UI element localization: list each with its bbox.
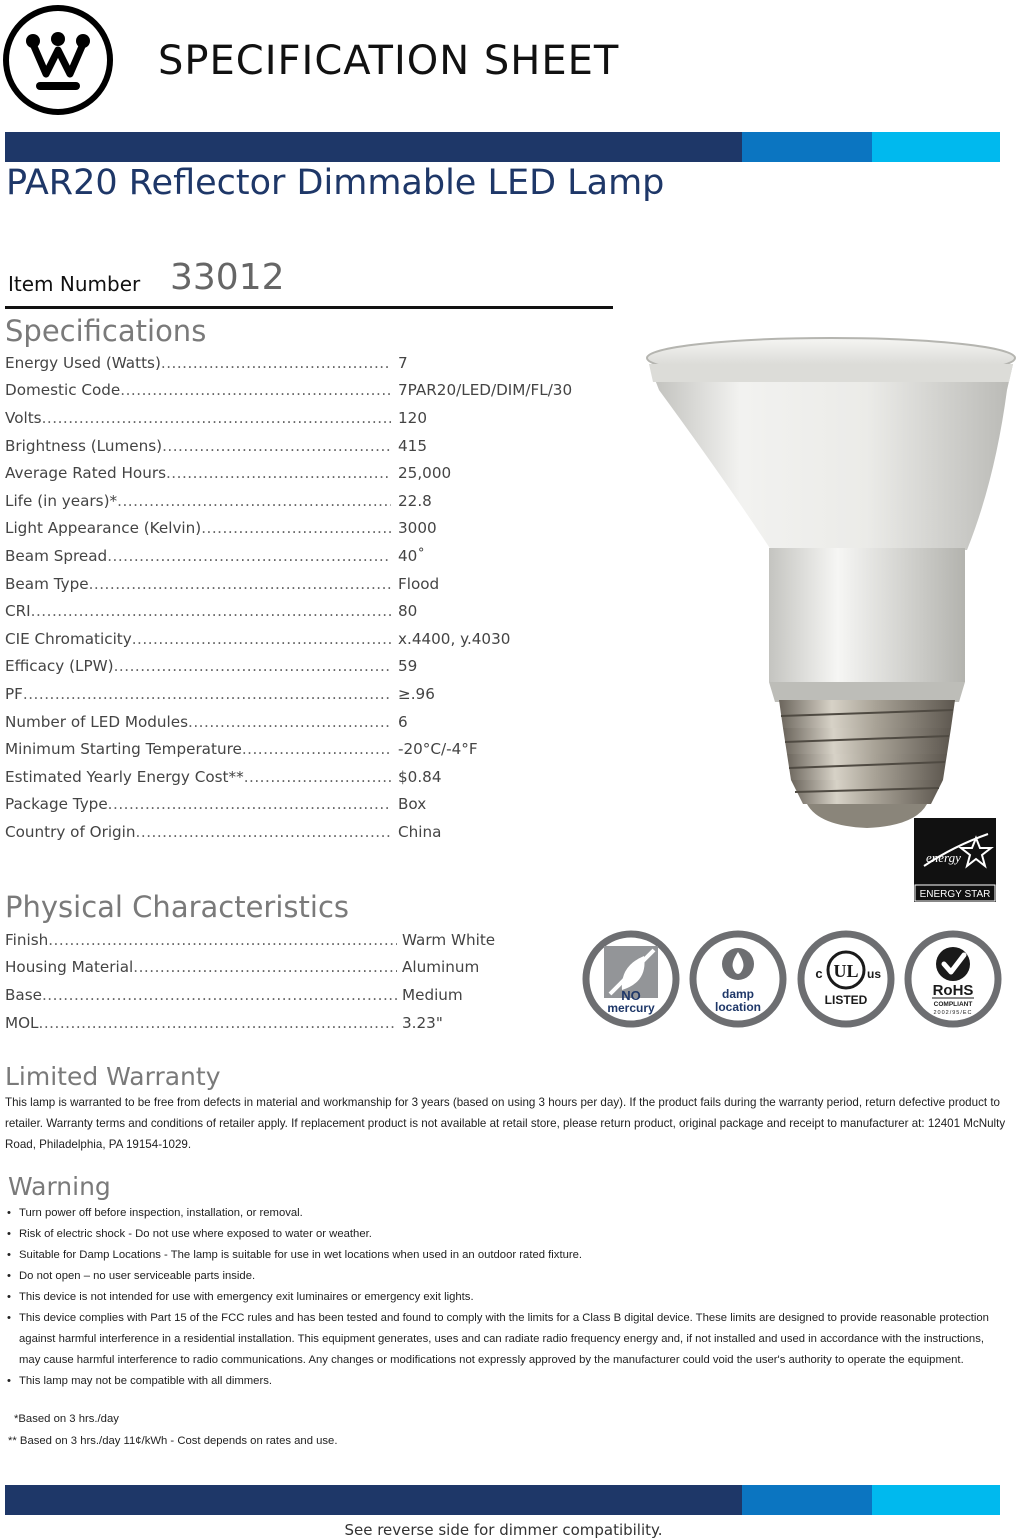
physical-characteristics-heading: Physical Characteristics [5, 890, 350, 924]
spec-label: PF [5, 685, 23, 703]
warning-list [5, 1203, 995, 1392]
spec-value: 59 [398, 657, 418, 675]
spec-value: 22.8 [398, 492, 432, 510]
footer-text: See reverse side for dimmer compatibility. [344, 1521, 663, 1539]
spec-row [5, 766, 442, 788]
spec-value: 3000 [398, 519, 437, 537]
spec-value: x.4400, y.4030 [398, 630, 511, 648]
westinghouse-logo-icon [2, 4, 114, 116]
damp-line1: damp [721, 987, 755, 1001]
rohs-directive: 2002/95/EC [933, 1010, 973, 1016]
spec-value: 40˚ [398, 547, 425, 565]
product-title: PAR20 Reflector Dimmable LED Lamp [6, 163, 665, 203]
spec-label: Minimum Starting Temperature [5, 740, 242, 758]
physical-value: Medium [402, 986, 463, 1004]
energy-star-label: ENERGY STAR [919, 889, 991, 900]
spec-row [5, 517, 437, 539]
spec-label: CRI [5, 602, 31, 620]
header-color-band [5, 132, 1000, 162]
spec-value: Box [398, 795, 427, 813]
spec-row [5, 435, 427, 457]
spec-row [5, 655, 418, 677]
spec-value: 415 [398, 437, 427, 455]
spec-label: Package Type [5, 795, 108, 813]
spec-label: Beam Type [5, 575, 89, 593]
warning-heading: Warning [8, 1172, 111, 1201]
footnote: ** Based on 3 hrs./day 11¢/kWh - Cost depends on rates and use. [8, 1435, 338, 1447]
led-lamp-image [645, 330, 1017, 830]
physical-row [5, 929, 496, 951]
spec-row [5, 407, 427, 429]
spec-label: Country of Origin [5, 823, 136, 841]
spec-value: 7 [398, 354, 408, 372]
rohs-compliant: COMPLIANT [933, 1001, 973, 1008]
spec-value: 6 [398, 713, 408, 731]
energy-star-logo-icon [914, 818, 996, 902]
spec-label: Number of LED Modules [5, 713, 189, 731]
warning-item: • This device complies with Part 15 of the FCC rules and has been tested and found to comply with the limits for a Class B digital device. These limits are designed to provide reasonable protection against harmful interference in a residential installation. This equipment generates, uses and can radiate radio frequency energy and, if not installed and used in accordance with the instructions, may cause harmful interference to radio communications. Any changes or modifications not expressly approved by the manufacturer could void the user's authority to operate the equipment. [5, 1308, 995, 1371]
rohs-badge-icon [904, 930, 1002, 1028]
no-mercury-line1: NO [621, 988, 641, 1003]
warning-item: • This device is not intended for use with emergency exit luminaires or emergency exit lights. [5, 1287, 995, 1308]
warranty-text: This lamp is warranted to be free from defects in material and workmanship for 3 years (based on using 3 hours per day). If the product fails during the warranty period, return defective product to retailer. Warranty terms and conditions of retailer apply. If replacement product is not available at retail store, please return product, original package and receipt to manufacturer at: 12401 McNulty Road, Philadelphia, PA 19154-1029. [5, 1096, 1006, 1151]
spec-label: Life (in years)* [5, 492, 118, 510]
damp-location-badge-icon [689, 930, 787, 1028]
spec-row [5, 462, 452, 484]
damp-line2: location [714, 1000, 762, 1014]
divider [5, 306, 613, 309]
physical-label: MOL [5, 1014, 39, 1032]
spec-row [5, 711, 408, 733]
warning-item: • Suitable for Damp Locations - The lamp is suitable for use in wet locations when used in an outdoor rated fixture. [5, 1245, 995, 1266]
warranty-heading: Limited Warranty [5, 1062, 221, 1091]
spec-value: ≥.96 [398, 685, 435, 703]
physical-row [5, 984, 463, 1006]
spec-label: Beam Spread [5, 547, 108, 565]
svg-text:energy: energy [926, 850, 961, 865]
spec-value: 7PAR20/LED/DIM/FL/30 [398, 381, 573, 399]
svg-text:UL: UL [833, 961, 859, 981]
footer-color-band [5, 1485, 1000, 1515]
warning-item: • This lamp may not be compatible with all dimmers. [5, 1371, 995, 1392]
ul-us-label: us [866, 967, 882, 981]
spec-row [5, 490, 432, 512]
physical-label: Base [5, 986, 42, 1004]
physical-value: Aluminum [402, 958, 480, 976]
spec-label: CIE Chromaticity [5, 630, 132, 648]
spec-label: Energy Used (Watts) [5, 354, 161, 372]
spec-label: Volts [5, 409, 42, 427]
physical-row [5, 1012, 443, 1034]
rohs-title: RoHS [932, 982, 974, 999]
spec-row [5, 545, 425, 567]
physical-row [5, 956, 480, 978]
page-title: SPECIFICATION SHEET [158, 38, 620, 84]
physical-label: Finish [5, 931, 49, 949]
spec-label: Light Appearance (Kelvin) [5, 519, 202, 537]
spec-row [5, 352, 408, 374]
ul-listed-badge-icon [797, 930, 895, 1028]
spec-label: Brightness (Lumens) [5, 437, 163, 455]
physical-label: Housing Material [5, 958, 134, 976]
spec-row [5, 628, 511, 650]
physical-value: 3.23" [402, 1014, 443, 1032]
spec-row [5, 683, 435, 705]
physical-value: Warm White [402, 931, 496, 949]
warning-item: • Risk of electric shock - Do not use where exposed to water or weather. [5, 1224, 995, 1245]
spec-value: $0.84 [398, 768, 442, 786]
spec-value: Flood [398, 575, 440, 593]
no-mercury-line2: mercury [607, 1001, 655, 1015]
spec-value: 25,000 [398, 464, 452, 482]
warning-item: • Do not open – no user serviceable parts inside. [5, 1266, 995, 1287]
spec-row [5, 793, 427, 815]
spec-row [5, 821, 442, 843]
spec-row [5, 600, 418, 622]
spec-value: China [398, 823, 442, 841]
spec-value: -20°C/-4°F [398, 740, 478, 758]
item-number-label: Item Number [8, 272, 141, 296]
ul-listed-label: LISTED [824, 993, 868, 1007]
warning-item: • Turn power off before inspection, installation, or removal. [5, 1203, 995, 1224]
spec-value: 120 [398, 409, 427, 427]
spec-label: Average Rated Hours [5, 464, 166, 482]
no-mercury-badge-icon [582, 930, 680, 1028]
item-number-value: 33012 [170, 257, 285, 298]
spec-value: 80 [398, 602, 418, 620]
spec-label: Efficacy (LPW) [5, 657, 114, 675]
footnote: *Based on 3 hrs./day [14, 1413, 119, 1425]
spec-row [5, 379, 573, 401]
spec-label: Estimated Yearly Energy Cost** [5, 768, 244, 786]
spec-label: Domestic Code [5, 381, 121, 399]
spec-row [5, 573, 440, 595]
ul-c-label: c [815, 966, 823, 981]
specifications-heading: Specifications [5, 314, 207, 348]
spec-row [5, 738, 478, 760]
